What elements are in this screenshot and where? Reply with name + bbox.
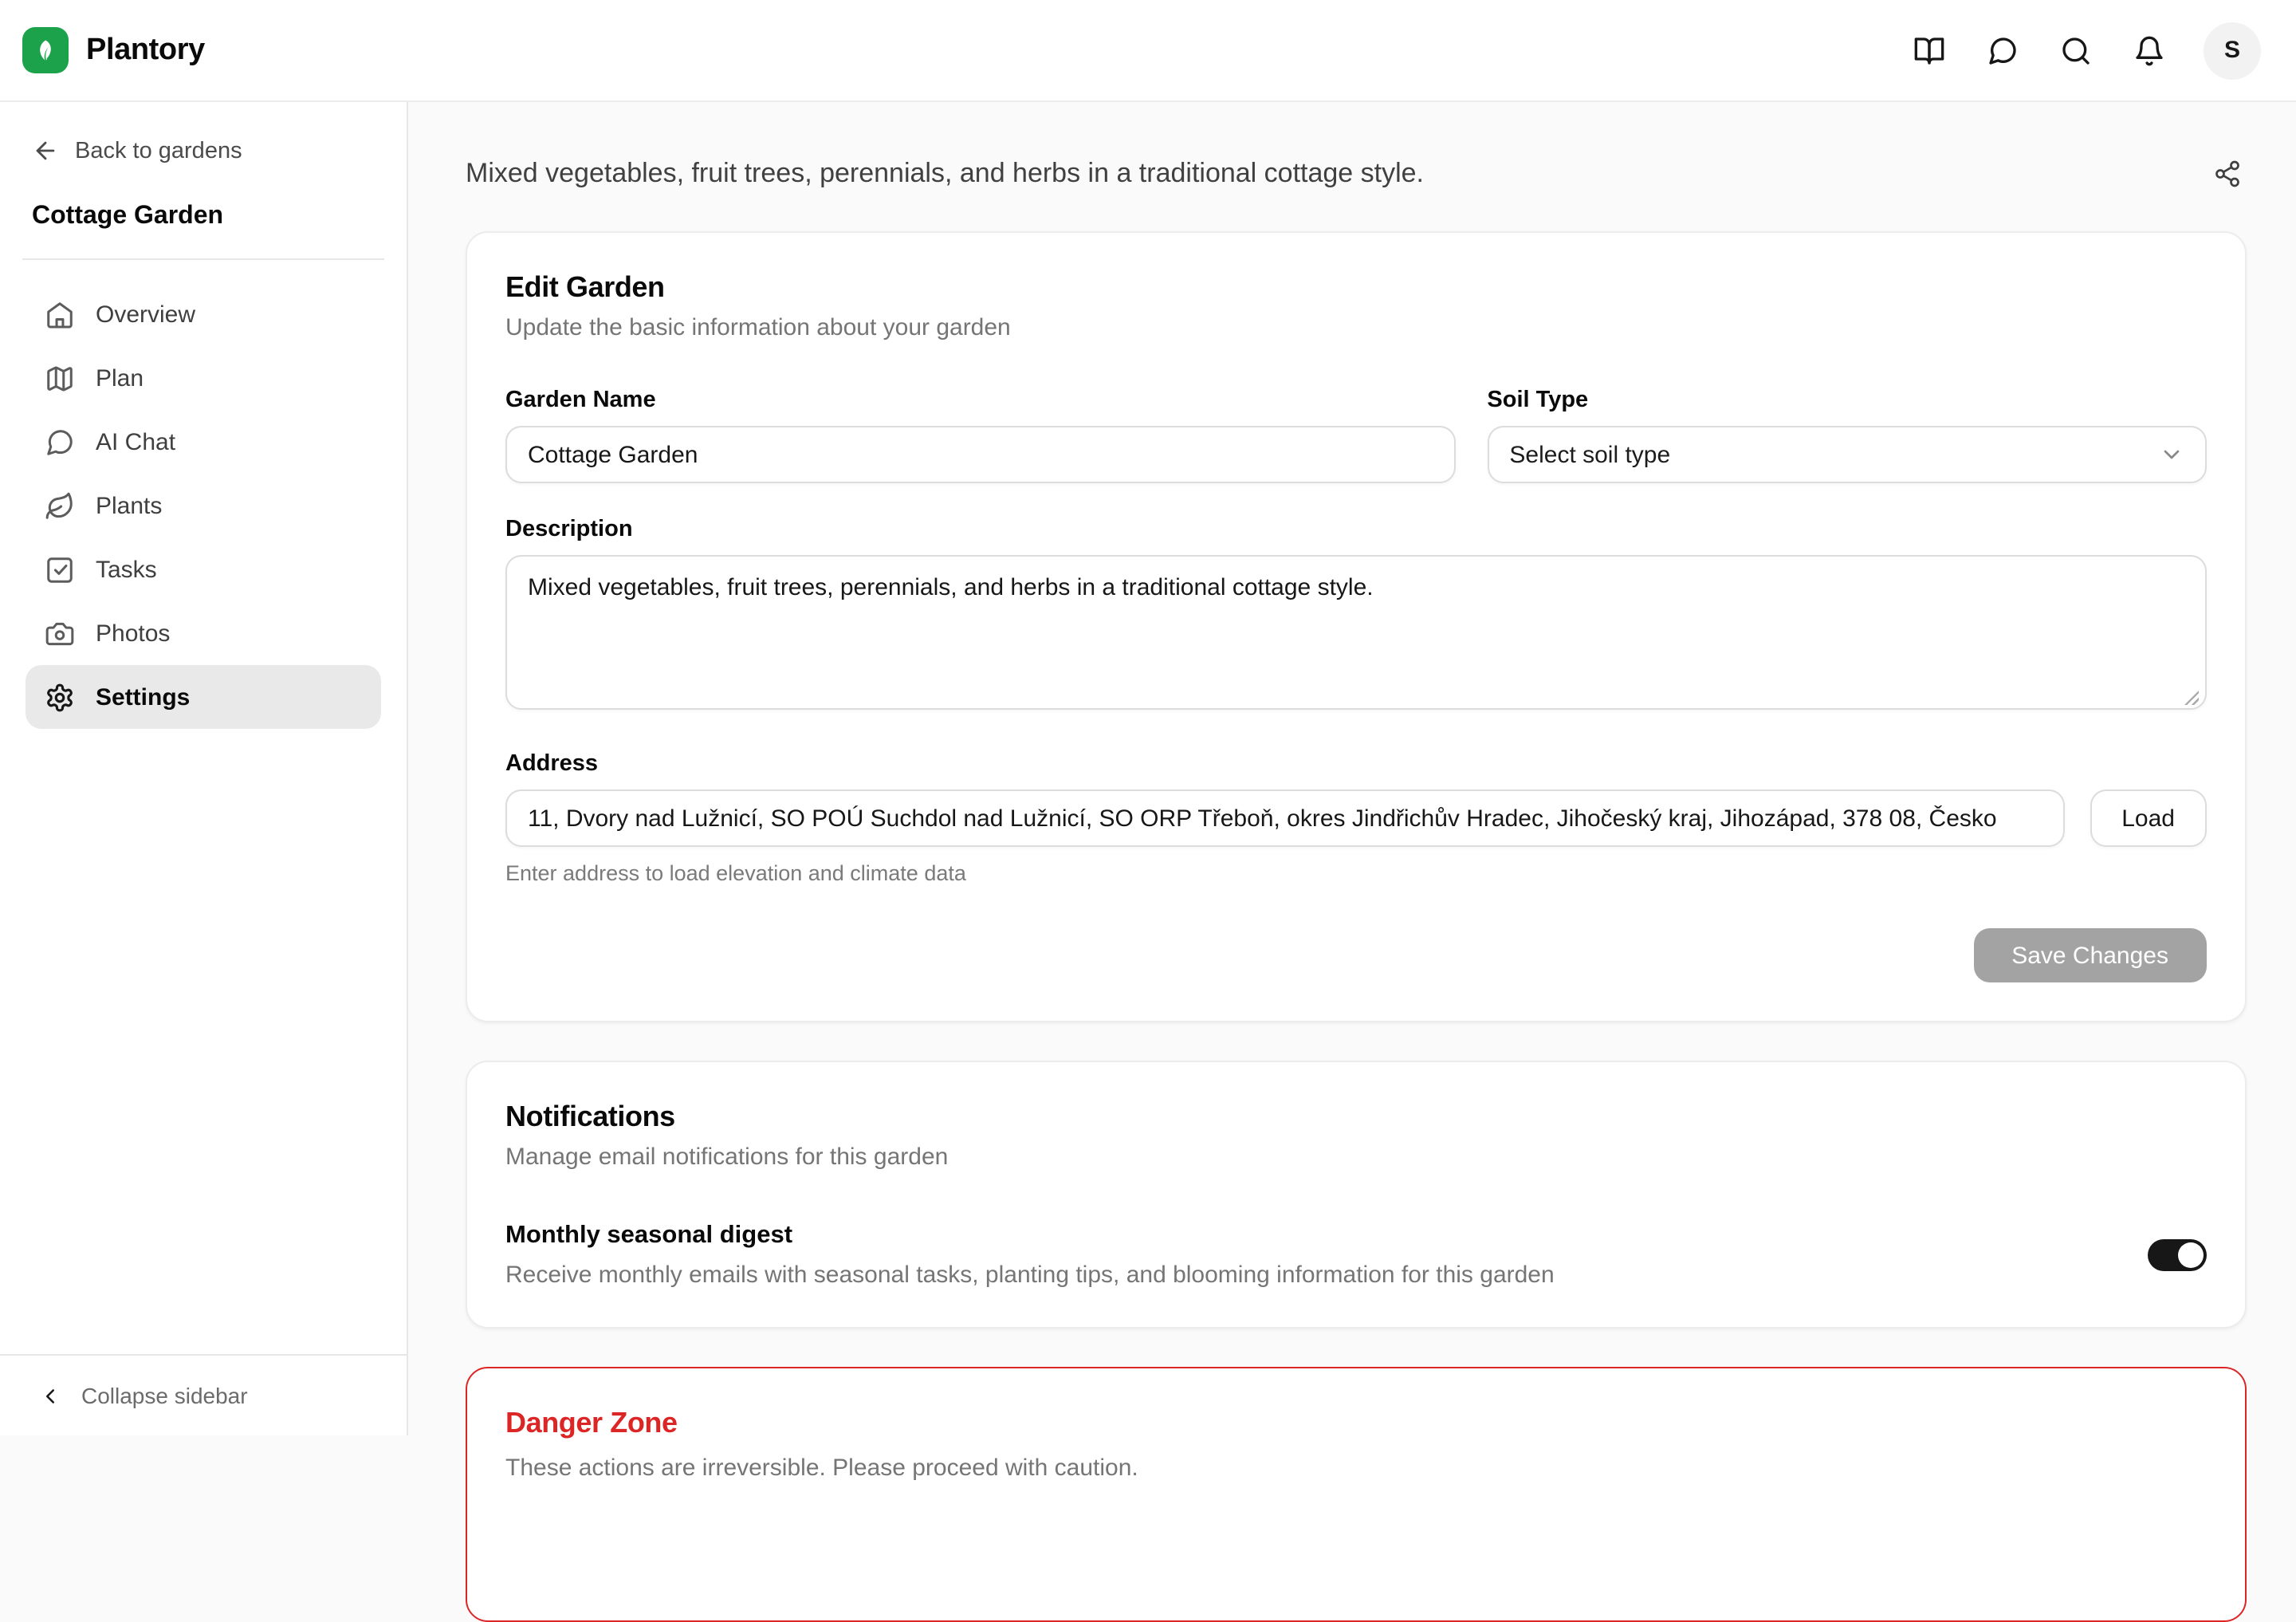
chat-bubble-icon — [1987, 34, 2019, 66]
avatar[interactable] — [2204, 22, 2261, 79]
share-icon — [2213, 159, 2242, 188]
search-icon — [2060, 34, 2092, 66]
garden-name-field-group — [505, 388, 1455, 483]
header-actions — [1910, 22, 2261, 79]
monthly-digest-row — [505, 1222, 2207, 1289]
chat-bubble-icon — [45, 427, 75, 457]
home-icon — [45, 299, 75, 329]
sidebar-item-photos[interactable] — [26, 601, 381, 665]
chat-button[interactable] — [1983, 31, 2022, 69]
map-icon — [45, 363, 75, 393]
danger-zone-title: Danger Zone — [505, 1407, 678, 1439]
soil-type-field-group — [1487, 388, 2207, 483]
edit-garden-card — [466, 231, 2247, 1022]
square-check-icon — [45, 554, 75, 585]
notifications-title: Notifications — [505, 1100, 675, 1132]
address-label: Address — [505, 751, 599, 777]
sidebar-item-settings[interactable] — [26, 665, 381, 729]
docs-button[interactable] — [1910, 31, 1948, 69]
sidebar-item-label: Settings — [96, 683, 191, 711]
sidebar-item-label: AI Chat — [96, 428, 176, 455]
leaf-icon — [45, 490, 75, 521]
monthly-digest-toggle[interactable] — [2148, 1239, 2207, 1271]
leaf-logo-glyph — [32, 37, 59, 64]
garden-name-input[interactable] — [505, 426, 1455, 483]
sidebar-item-label: Plants — [96, 492, 163, 519]
toggle-knob — [2178, 1242, 2204, 1268]
search-button[interactable] — [2057, 31, 2095, 69]
soil-type-label: Soil Type — [1487, 388, 1589, 413]
monthly-digest-title: Monthly seasonal digest — [505, 1222, 793, 1249]
book-open-icon — [1913, 34, 1945, 66]
description-textarea[interactable] — [505, 555, 2207, 710]
sidebar-item-label: Tasks — [96, 556, 157, 583]
address-helper-text: Enter address to load elevation and climate data — [505, 861, 966, 885]
address-input[interactable] — [505, 789, 2064, 847]
sidebar-item-ai-chat[interactable] — [26, 410, 381, 474]
sidebar-divider — [22, 258, 384, 260]
monthly-digest-texts — [505, 1222, 1555, 1289]
load-address-button[interactable]: Load — [2090, 789, 2207, 847]
share-button[interactable] — [2208, 155, 2247, 193]
collapse-sidebar-label: Collapse sidebar — [81, 1383, 248, 1408]
garden-description-header: Mixed vegetables, fruit trees, perennials, and herbs in a traditional cottage style. — [466, 158, 1425, 188]
main-content — [408, 102, 2296, 1482]
soil-type-select[interactable] — [1487, 426, 2207, 483]
edit-garden-title: Edit Garden — [505, 271, 665, 303]
brand-name: Plantory — [86, 33, 205, 66]
save-changes-button[interactable]: Save Changes — [1973, 928, 2207, 982]
gear-icon — [45, 682, 75, 712]
collapse-sidebar-button[interactable] — [0, 1354, 407, 1435]
soil-type-selected-value: Select soil type — [1509, 441, 1671, 468]
sidebar-item-plants[interactable] — [26, 474, 381, 537]
sidebar-item-label: Overview — [96, 301, 196, 328]
description-label: Description — [505, 517, 633, 542]
back-to-gardens-label: Back to gardens — [75, 138, 242, 163]
arrow-left-icon — [32, 137, 59, 164]
notifications-card — [466, 1061, 2247, 1329]
sidebar-garden-title: Cottage Garden — [32, 203, 224, 230]
monthly-digest-description: Receive monthly emails with seasonal tasks, planting tips, and blooming information for this garden — [505, 1262, 1555, 1289]
description-field-group — [505, 517, 2207, 718]
notifications-subtitle: Manage email notifications for this garden — [505, 1144, 949, 1171]
address-field-group — [505, 751, 2207, 885]
garden-name-label: Garden Name — [505, 388, 656, 413]
edit-garden-subtitle: Update the basic information about your garden — [505, 314, 1011, 341]
camera-icon — [45, 618, 75, 648]
danger-zone-subtitle: These actions are irreversible. Please proceed with caution. — [505, 1455, 1138, 1482]
back-to-gardens-link[interactable] — [26, 134, 381, 167]
bell-icon — [2133, 34, 2165, 66]
sidebar-item-label: Photos — [96, 620, 171, 647]
danger-zone-card — [466, 1367, 2247, 1622]
chevron-down-icon — [2159, 442, 2184, 467]
plantory-logo-icon — [22, 27, 69, 73]
top-header — [0, 0, 2296, 102]
sidebar — [0, 102, 408, 1435]
avatar-initial: S — [2223, 37, 2240, 64]
sidebar-item-tasks[interactable] — [26, 537, 381, 601]
chevron-left-icon — [38, 1384, 62, 1407]
sidebar-item-label: Plan — [96, 364, 144, 392]
sidebar-item-plan[interactable] — [26, 346, 381, 410]
brand[interactable] — [22, 27, 205, 73]
sidebar-item-overview[interactable] — [26, 282, 381, 346]
notifications-button[interactable] — [2130, 31, 2168, 69]
